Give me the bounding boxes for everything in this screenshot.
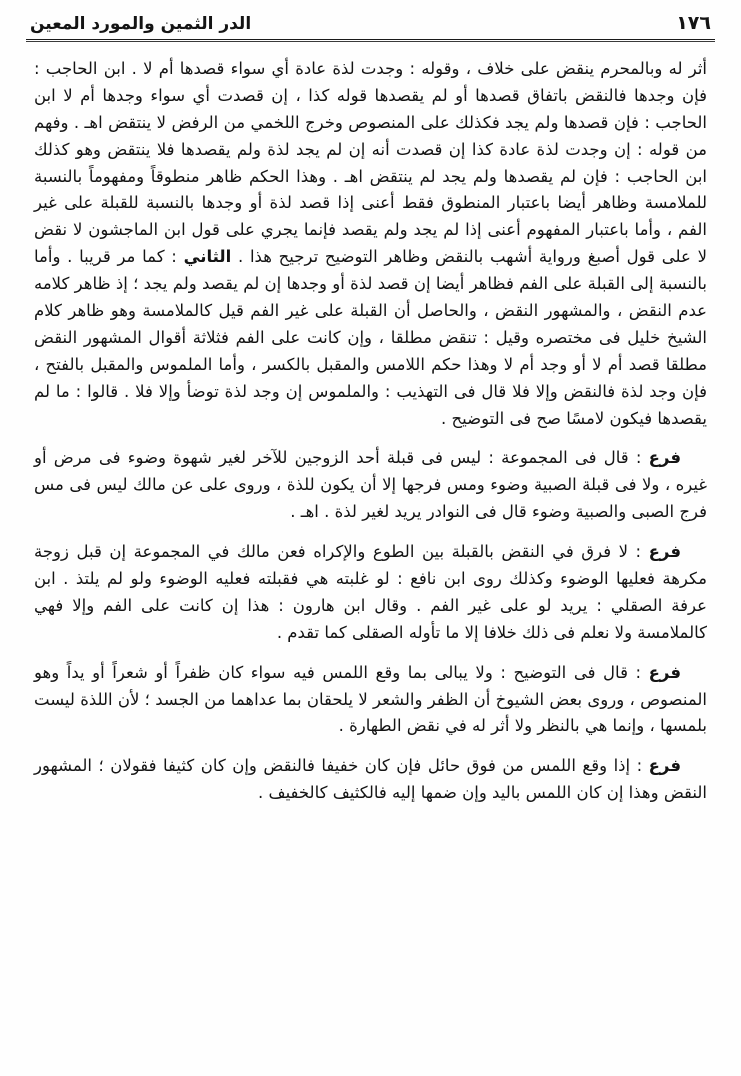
text-segment: : لا فرق في النقض بالقبلة بين الطوع والإكراه فعن مالك في المجموعة إن قبل زوجة مكرهة فعليها الوضوء وكذلك روى ابن نافع : لو غلبته هي فقبلته فعليه الوضوء ولو لم يلتذ . ابن عرفة الصقلي : يريد لو على غير الفم . وقال ابن هارون : هذا إن كانت على الفم وإلا فهي كالملامسة ولا نعلم فى ذلك خلافا إلا ما تأوله الصقلى كما تقدم . [34, 542, 707, 642]
text-segment: : قال فى التوضيح : ولا يبالى بما وقع اللمس فيه سواء كان ظفراً أو شعراً أو يداً وهو المنصوص ، وروى بعض الشيوخ أن الظفر والشعر لا يلحقان بما عداهما من الجسد ؛ لأن اللذة ليست بلمسها ، وإنما هي بالنظر ولا أثر له في نقض الطهارة . [34, 662, 707, 736]
bold-term: الثاني [183, 247, 232, 267]
page-number: ١٧٦ [676, 12, 711, 34]
paragraph [34, 753, 707, 807]
page-header [0, 0, 741, 39]
bold-term: فرع [648, 756, 681, 776]
bold-term: فرع [648, 662, 681, 682]
text-segment: : كما مر قريبا . وأما بالنسبة إلى القبلة على الفم فظاهر أيضا إن قصد لذة أو وجدها إن لم يقصد ولم يجد ؛ إذ ظاهر كلامه عدم النقض ، والمشهور النقض ، والحاصل أن القبلة على غير الفم قيل كالملامسة وهو ظاهر كلام الشيخ خليل فى مختصره وقيل : تنقض مطلقا ، وإن كانت على الفم فثلاثة أقوال المشهور النقض مطلقا قصد أم لا أو وجد أم لا وهذا حكم اللامس والمقبل بالكسر ، وأما الملموس والمقبل بالفتح ، فإن وجد لذة فالنقض وإلا فلا قال فى التهذيب : والملموس إن وجد لذة توضأ وإلا فلا . قالوا : ما لم يقصدها فيكون لامسًا صح فى التوضيح . [34, 247, 707, 428]
bold-term: فرع [648, 542, 681, 562]
content [0, 42, 741, 807]
paragraph [34, 56, 707, 432]
text-segment: أثر له وبالمحرم ينقض على خلاف ، وقوله : وجدت لذة عادة أي سواء قصدها أم لا . ابن الحاجب : فإن وجدها فالنقض باتفاق قصدها أو لم يقصدها قوله كذا ، إن قصدت أي سواء وجدها أم لا ابن الحاجب : فإن قصدها ولم يجد فكذلك على المنصوص وخرج اللخمي من الرفض لا ينتقض اهـ . وفهم من قوله : إن وجدت لذة عادة كذا إن قصدت أنه إن لم يجد لذة ولم يقصدها فلا ينتقض وهو كذلك ابن الحاجب : فإن لم يقصدها ولم يجد لم ينتقض اهـ . وهذا الحكم ظاهر منطوقاً ومفهوماً بالنسبة للملامسة وظاهر أيضا باعتبار المنطوق فقط أعنى إذا قصد لذة أو وجدها بالنسبة للقبلة على غير الفم ، وأما باعتبار المفهوم أعنى إذا لم يجد ولم يقصد فإنما يجري على قول ابن الماجشون لا نقض لا على قول أصبغ ورواية أشهب بالنقض وظاهر التوضيح ترجيح هذا . [34, 59, 707, 267]
paragraph [34, 445, 707, 526]
book-title: الدر الثمين والمورد المعين [30, 14, 252, 34]
text-segment: : قال فى المجموعة : ليس فى قبلة أحد الزوجين للآخر لغير شهوة وضوء فى مرض أو غيره ، ولا فى قبلة الصبية وضوء ومس فرجها إلا أن يكون للذة ، وروى على عن مالك ليس فى مس فرج الصبى والصبية وضوء قال فى النوادر يريد لغير لذة . اهـ . [34, 448, 707, 522]
bold-term: فرع [648, 448, 681, 468]
text-segment: : إذا وقع اللمس من فوق حائل فإن كان خفيفا فالنقض وإن كان كثيفا فقولان ؛ المشهور النقض وهذا إن كان اللمس باليد وإن ضمها إليه فالكثيف كالخفيف . [34, 756, 707, 803]
paragraph [34, 660, 707, 741]
paragraph [34, 539, 707, 647]
